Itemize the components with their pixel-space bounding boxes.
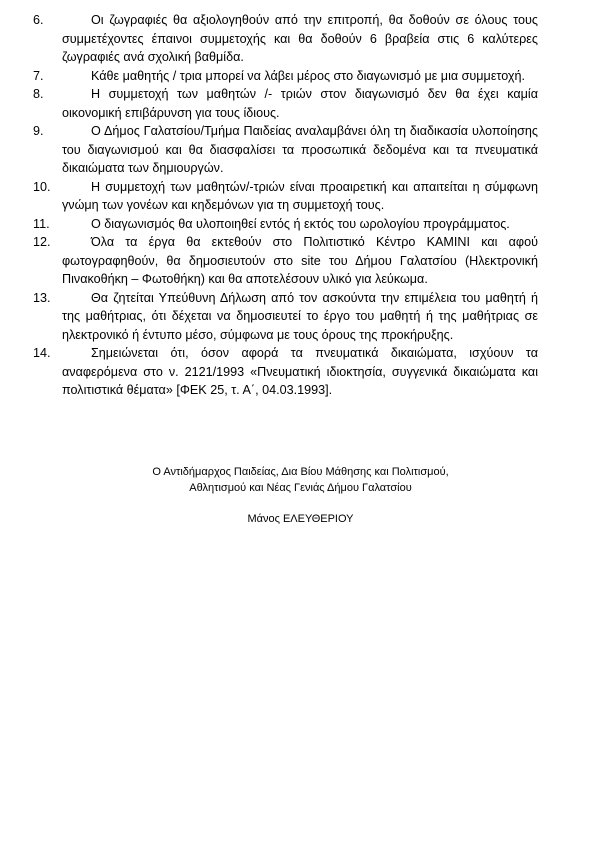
- item-text: Ο Δήμος Γαλατσίου/Τμήμα Παιδείας αναλαμβάνει όλη τη διαδικασία υλοποίησης του διαγωνισμού και θα διασφαλίσει τα προσωπικά δεδομένα και τα πνευματικά δικαιώματα των δημιουργών.: [62, 124, 538, 175]
- item-text: Κάθε μαθητής / τρια μπορεί να λάβει μέρος στο διαγωνισμό με μια συμμετοχή.: [91, 68, 526, 83]
- signature-title-line-1: Ο Αντιδήμαρχος Παιδείας, Δια Βίου Μάθησης και Πολιτισμού,: [152, 466, 449, 478]
- list-item-7: [33, 67, 538, 86]
- item-text: Η συμμετοχή των μαθητών/-τριών είναι προαιρετική και απαιτείται η σύμφωνη γνώμη των γονέων και κηδεμόνων για τη συμμετοχή τους.: [62, 179, 538, 212]
- item-number: 10.: [33, 179, 51, 194]
- document-body: [33, 11, 538, 400]
- item-number: 9.: [33, 124, 44, 138]
- item-number: 11.: [33, 216, 50, 231]
- item-number: 7.: [33, 68, 44, 83]
- list-item-12: [33, 233, 538, 289]
- item-number: 6.: [33, 13, 44, 27]
- item-number: 13.: [33, 290, 51, 305]
- item-text: Η συμμετοχή των μαθητών /- τριών στον διαγωνισμό δεν θα έχει καμία οικονομική επιβάρυνση για τους ίδιους.: [62, 87, 538, 120]
- item-text: Θα ζητείται Υπεύθυνη Δήλωση από τον ασκούντα την επιμέλεια του μαθητή ή της μαθήτριας, ότι δέχεται να δημοσιευτεί το έργο του μαθητή ή της μαθήτριας σε ηλεκτρονικό ή έντυπο μέσο, σύμφωνα με τους όρους της προκήρυξης.: [62, 290, 538, 342]
- signature-title-line-2: Αθλητισμού και Νέας Γενιάς Δήμου Γαλατσίου: [189, 482, 412, 494]
- item-text: Οι ζωγραφιές θα αξιολογηθούν από την επιτροπή, θα δοθούν σε όλους τους συμμετέχοντες έπαινοι συμμετοχής και θα δοθούν 6 βραβεία στις 6 καλύτερες ζωγραφιές ανά σχολική βαθμίδα.: [62, 13, 538, 64]
- list-item-8: [33, 85, 538, 122]
- list-item-10: [33, 178, 538, 215]
- list-item-11: [33, 215, 538, 234]
- signature-title: [0, 464, 601, 496]
- item-number: 8.: [33, 87, 44, 101]
- signatory-name: Μάνος ΕΛΕΥΘΕΡΙΟΥ: [247, 513, 354, 525]
- item-text: Σημειώνεται ότι, όσον αφορά τα πνευματικά δικαιώματα, ισχύουν τα αναφερόμενα στο ν. 2121/1993 «Πνευματική ιδιοκτησία, συγγενικά δικαιώματα και πολιτιστικά θέματα» [ΦΕΚ 25, τ. Α΄, 04.03.1993].: [62, 346, 538, 397]
- item-number: 14.: [33, 346, 51, 360]
- item-text: Όλα τα έργα θα εκτεθούν στο Πολιτιστικό Κέντρο ΚΑΜΙΝΙ και αφού φωτογραφηθούν, θα δημοσιευτούν στο site του Δήμου Γαλατσίου (Ηλεκτρονική Πινακοθήκη – Φωτοθήκη) και θα αποτελέσουν υλικό για λεύκωμα.: [62, 235, 538, 286]
- item-number: 12.: [33, 235, 51, 249]
- list-item-14: [33, 344, 538, 400]
- item-text: Ο διαγωνισμός θα υλοποιηθεί εντός ή εκτός του ωρολογίου προγράμματος.: [91, 216, 510, 231]
- list-item-6: [33, 11, 538, 67]
- list-item-13: [33, 289, 538, 345]
- list-item-9: [33, 122, 538, 178]
